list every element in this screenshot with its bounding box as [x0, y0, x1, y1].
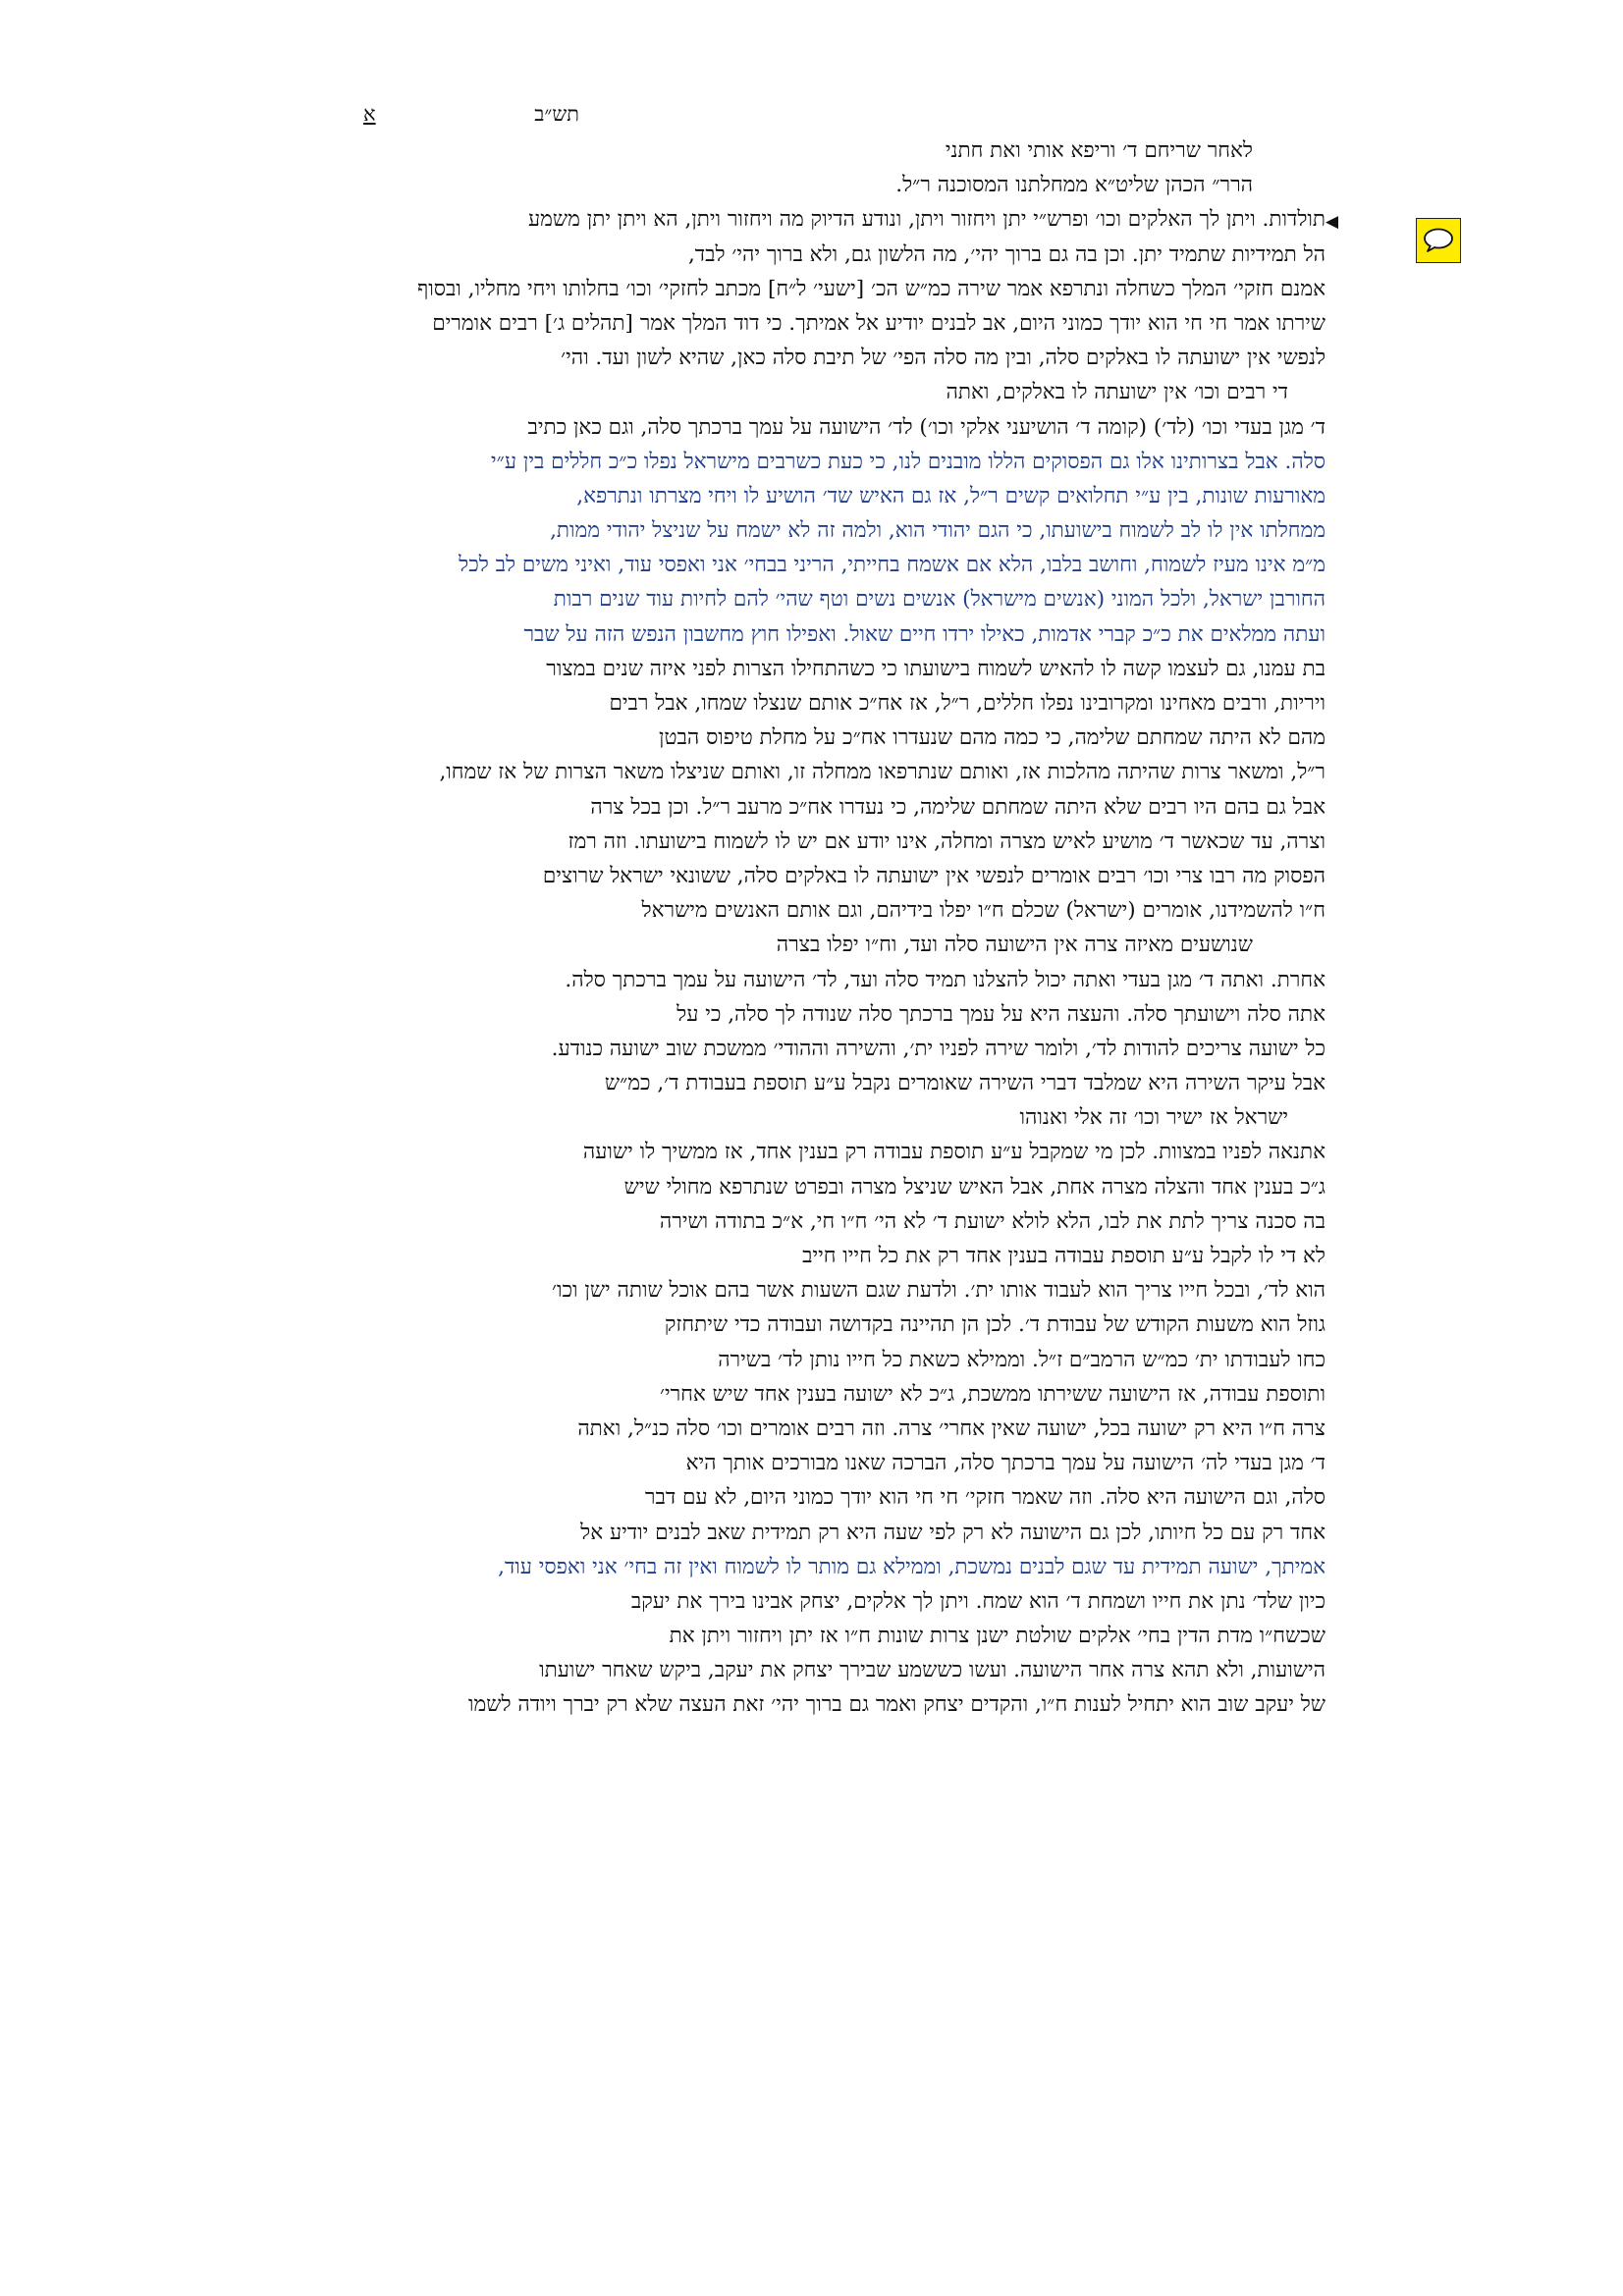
text-line: ח״ו להשמידנו, אומרים (ישראל) שכלם ח״ו יפלו בידיהם, וגם אותם האנשים מישראל [641, 898, 1325, 924]
text-line: וצרה, עד שכאשר ד׳ מושיע לאיש מצרה ומחלה, אינו יודע אם יש לו לשמוח בישועתו. וזה רמז [568, 828, 1325, 854]
text-line: החורבן ישראל, ולכל המוני (אנשים מישראל) אנשים נשים וטף שהי׳ להם לחיות עוד שנים רבות [553, 587, 1325, 613]
text-line: כחו לעבודתו ית׳ כמ״ש הרמב״ם ז״ל. וממילא כשאת כל חייו נותן לד׳ בשירה [718, 1347, 1325, 1372]
text-line: אחרת. ואתה ד׳ מגן בעדי ואתה יכול להצלנו תמיד סלה ועד, לד׳ הישועה על עמך ברכתך סלה. [565, 967, 1325, 992]
text-line: אתה סלה וישועתך סלה. והעצה היא על עמך ברכתך סלה שנודה לך סלה, כי על [676, 1001, 1325, 1027]
text-line: אבל גם בהם היו רבים שלא היתה שמחתם שלימה, כי נעדרו אח״כ מרעב ר״ל. וכן בכל צרה [590, 794, 1325, 820]
text-line: הרר״ הכהן שליט״א ממחלתנו המסוכנה ר״ל. [895, 173, 1253, 198]
text-line: צרה ח״ו היא רק ישועה בכל, ישועה שאין אחרי׳ צרה. וזה רבים אומרים וכו׳ סלה כנ״ל, ואתה [577, 1415, 1325, 1441]
text-line: בה סכנה צריך לתת את לבו, הלא לולא ישועת ד׳ לא הי׳ ח״ו חי, א״כ בתודה ושירה [659, 1208, 1325, 1234]
text-line: אמיתך, ישועה תמידית עד שגם לבנים נמשכת, וממילא גם מותר לו לשמוח ואין זה בחי׳ אני ואפסי עוד, [498, 1554, 1325, 1579]
text-line: ותוספת עבודה, אז הישועה ששירתו ממשכת, ג״כ לא ישועה בענין אחד שיש אחרי׳ [660, 1381, 1325, 1407]
text-line: ישראל אז ישיר וכו׳ זה אלי ואנוהו [1019, 1105, 1288, 1131]
text-line: הישועות, ולא תהא צרה אחר הישועה. ועשו כששמע שבירך יצחק את יעקב, ביקש שאחר ישועתו [539, 1658, 1325, 1683]
text-line: לנפשי אין ישועתה לו באלקים סלה, ובין מה סלה הפי׳ של תיבת סלה כאן, שהיא לשון ועד. והי׳ [561, 346, 1325, 371]
text-line: ג״כ בענין אחד והצלה מצרה אחת, אבל האיש שניצל מצרה ובפרט שנתרפא מחולי שיש [623, 1174, 1325, 1200]
text-line: ד׳ מגן בעדי וכו׳ (לד׳) (קומה ד׳ הושיעני אלקי וכו׳) לד׳ הישועה על עמך ברכתך סלה, וגם כאן כתיב [527, 414, 1325, 440]
text-line: בת עמנו, גם לעצמו קשה לו להאיש לשמוח בישועתו כי כשהתחילו הצרות לפני איזה שנים במצור [546, 656, 1325, 681]
text-line: ויריות, ורבים מאחינו ומקרובינו נפלו חללים, ר״ל, אז אח״כ אותם שנצלו שמחו, אבל רבים [609, 691, 1325, 716]
text-line: הוא לד׳, ובכל חייו צריך הוא לעבוד אותו ית׳. ולדעת שגם השעות אשר בהם אוכל שותה ישן וכו׳ [552, 1278, 1325, 1304]
text-line: מ״מ אינו מעיז לשמוח, וחושב בלבו, הלא אם אשמח בחייתי, הריני בבחי׳ אני ואפסי עוד, ואיני משים לב לכל [459, 553, 1325, 578]
text-line: מאורעות שונות, בין ע״י תחלואים קשים ר״ל, אז גם האיש שד׳ הושיע לו ויחי מצרתו ונתרפא, [576, 483, 1325, 508]
text-line: ועתה ממלאים את כ״כ קברי אדמות, כאילו ירדו חיים שאול. ואפילו חוץ מחשבון הנפש הזה על שבר [523, 621, 1325, 647]
text-line: סלה. אבל בצרותינו אלו גם הפסוקים הללו מובנים לנו, כי כעת כשרבים מישראל נפלו כ״כ חללים בין ע״י [491, 449, 1325, 474]
text-line: כיון שלד׳ נתן את חייו ושמחת ד׳ הוא שמח. ויתן לך אלקים, יצחק אבינו בירך את יעקב [630, 1588, 1325, 1614]
text-line: לא די לו לקבל ע״ע תוספת עבודה בענין אחד רק את כל חייו חייב [802, 1244, 1325, 1268]
text-line: שנושעים מאיזה צרה אין הישועה סלה ועד, וח״ו יפלו בצרה [776, 933, 1253, 958]
text-line: לאחר שריחם ד׳ וריפא אותי ואת חתני [945, 138, 1253, 163]
header-page-number: א [363, 102, 376, 126]
text-line: שירתו אמר חי חי הוא יודך כמוני היום, אב לבנים יודיע אל אמיתך. כי דוד המלך אמר [תהלים ג׳] רבים אומרים [432, 310, 1325, 336]
text-line: סלה, וגם הישועה היא סלה. וזה שאמר חזקי׳ חי חי הוא יודך כמוני היום, לא עם דבר [644, 1485, 1325, 1511]
text-line: אבל עיקר השירה היא שמלבד דברי השירה שאומרים נקבל ע״ע תוספת בעבודת ד׳, כמ״ש [604, 1071, 1325, 1096]
text-line: שכשח״ו מדת הדין בחי׳ אלקים שולטת ישנן צרות שונות ח״ו אז יתן ויחזור ויתן את [669, 1624, 1325, 1649]
triangle-left-icon: ◀ [1325, 212, 1339, 232]
speech-bubble-icon[interactable] [1416, 218, 1461, 263]
text-line: הל תמידיות שתמיד יתן. וכן בה גם ברוך יהי׳, מה הלשון גם, ולא ברוך יהי׳ לבד, [687, 241, 1325, 267]
document-body [316, 133, 1325, 1723]
text-line: ממחלתו אין לו לב לשמוח בישועתו, כי הגם יהודי הוא, ולמה זה לא ישמח על שניצל יהודי ממות, [550, 518, 1325, 544]
text-line: גוזל הוא משעות הקודש של עבודת ד׳. לכן הן תהיינה בקדושה ועבודה כדי שיתחזק [664, 1312, 1325, 1338]
header-label: תש״ב [534, 102, 579, 126]
text-line: ר״ל, ומשאר צרות שהיתה מהלכות אז, ואותם שנתרפאו ממחלה זו, ואותם שניצלו משאר הצרות של אז שמחו, [439, 760, 1325, 785]
text-line: אחד רק עם כל חיותו, לכן גם הישועה לא רק לפי שעה היא רק תמידית שאב לבנים יודיע אל [580, 1520, 1325, 1545]
text-line: תולדות. ויתן לך האלקים וכו׳ ופרש״י יתן ויחזור ויתן, ונודע הדיוק מה ויחזור ויתן, הא ויתן יתן משמע [528, 207, 1325, 233]
text-line: אתנאה לפניו במצוות. לכן מי שמקבל ע״ע תוספת עבודה רק בענין אחד, אז ממשיך לו ישועה [582, 1140, 1325, 1165]
text-line: ד׳ מגן בעדי לה׳ הישועה על עמך ברכתך סלה, הברכה שאנו מבורכים אותך היא [685, 1451, 1325, 1476]
page-header [363, 102, 579, 135]
text-line: כל ישועה צריכים להודות לד׳, ולומר שירה לפניו ית׳, והשירה וההודי׳ ממשכת שוב ישועה כנודע. [551, 1036, 1325, 1061]
text-line: הפסוק מה רבו צרי וכו׳ רבים אומרים לנפשי אין ישועתה לו באלקים סלה, ששונאי ישראל שרוצים [542, 863, 1325, 888]
text-line: אמנם חזקי׳ המלך כשחלה ונתרפא אמר שירה כמ״ש הכ׳ [ישעי׳ ל״ח] מכתב לחזקי׳ וכו׳ בחלותו ויחי מחליו, ובסוף [417, 276, 1325, 301]
text-line: של יעקב שוב הוא יתחיל לענות ח״ו, והקדים יצחק ואמר גם ברוך יהי׳ זאת העצה שלא רק יברך ויודה לשמו [467, 1692, 1325, 1718]
text-line: די רבים וכו׳ אין ישועתה לו באלקים, ואתה [946, 380, 1288, 405]
text-line: מהם לא היתה שמחתם שלימה, כי כמה מהם שנעדרו אח״כ על מחלת טיפוס הבטן [659, 725, 1325, 751]
